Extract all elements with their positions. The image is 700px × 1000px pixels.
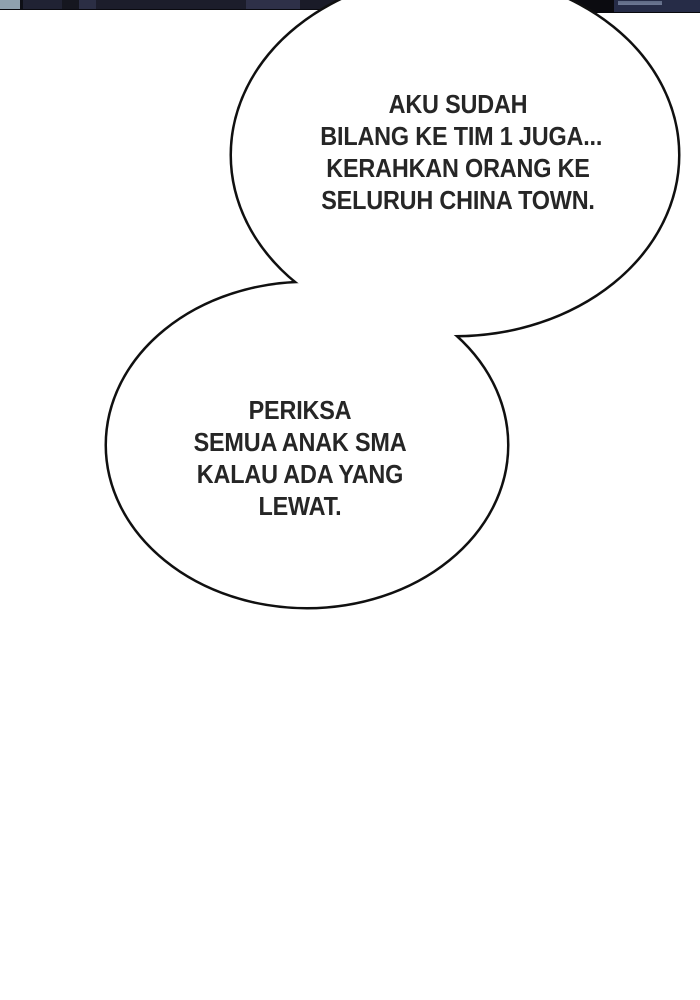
- dialogue-line: SELURUH CHINA TOWN.: [321, 185, 595, 215]
- dialogue-line: PERIKSA: [248, 395, 352, 425]
- speech-bubble-top-text: [320, 88, 603, 216]
- dialogue-line: AKU SUDAH: [388, 89, 528, 119]
- speech-bubble-bottom-text: [165, 394, 435, 522]
- dialogue-line: KERAHKAN ORANG KE: [326, 153, 590, 183]
- dialogue-line: KALAU ADA YANG: [196, 459, 404, 489]
- dialogue-line: BILANG KE TIM 1 JUGA...: [320, 121, 603, 151]
- dialogue-line: SEMUA ANAK SMA: [193, 427, 407, 457]
- dialogue-line: LEWAT.: [258, 491, 342, 521]
